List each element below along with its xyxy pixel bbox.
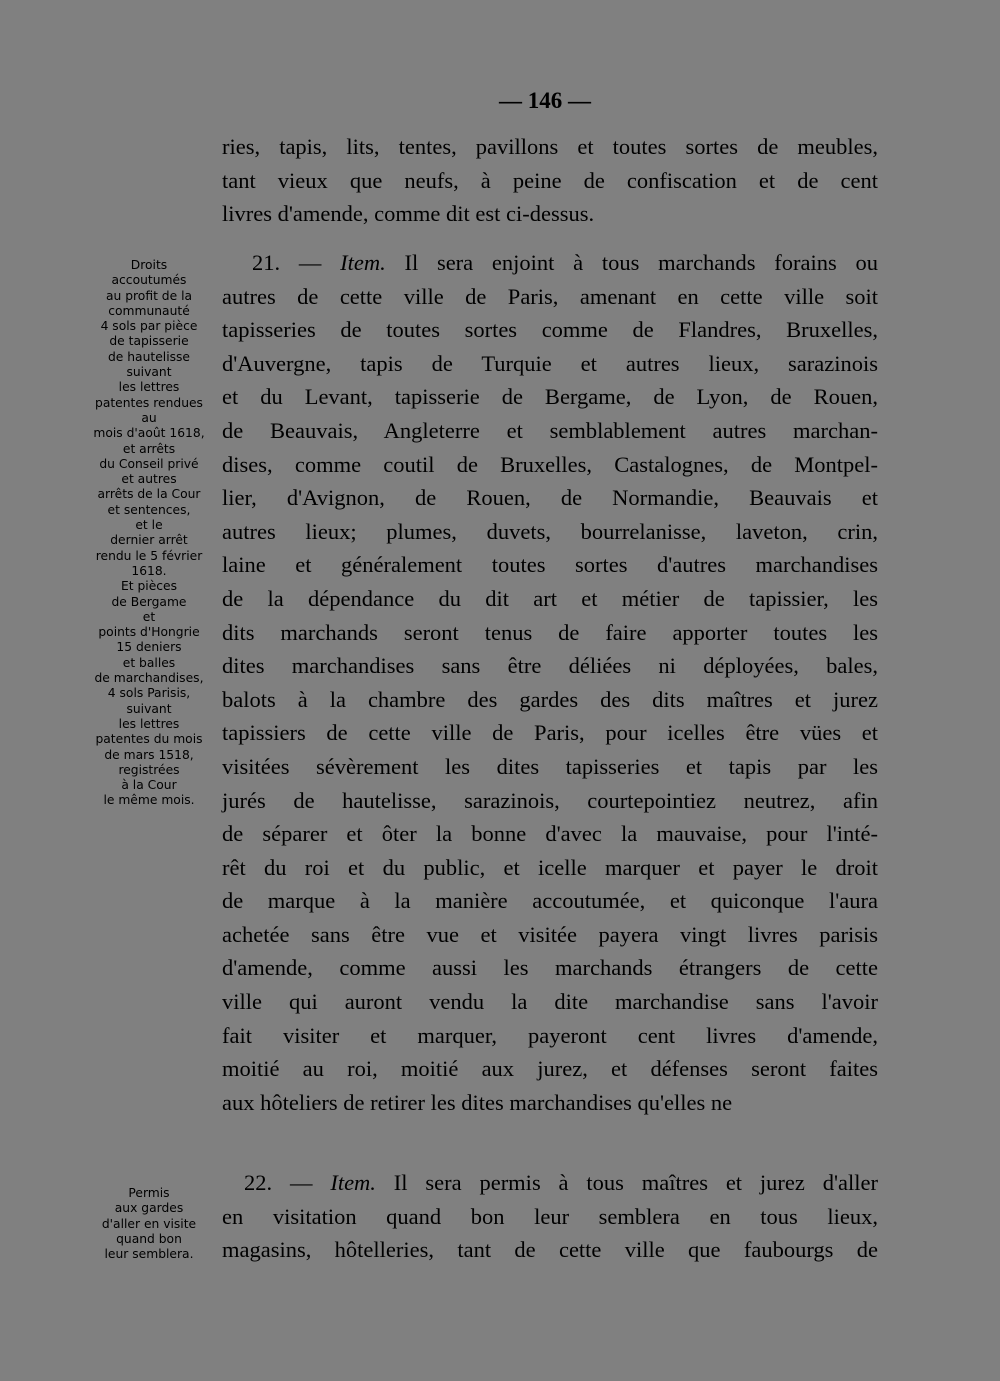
- margin-note-line: de marchandises,: [94, 671, 204, 686]
- item-word: Item.: [340, 250, 386, 275]
- margin-note-line: à la Cour: [121, 778, 177, 793]
- text-line: lier, d'Avignon, de Rouen, de Normandie, Beauvais et: [222, 485, 878, 511]
- margin-note-line: au: [141, 410, 157, 425]
- margin-note-line: et arrêts: [122, 441, 176, 456]
- margin-note-line: les lettres: [118, 380, 180, 395]
- text-line: Il sera permis à tous maîtres et jurez d'aller: [375, 1170, 878, 1195]
- margin-note-line: Et pièces: [120, 579, 178, 594]
- text-line: tapissiers de cette ville de Paris, pour icelles être vües et: [222, 720, 878, 746]
- margin-note-line: de mars 1518,: [104, 747, 194, 762]
- article-number: 22. —: [244, 1170, 331, 1195]
- text-line: en visitation quand bon leur semblera en tous lieux,: [222, 1203, 878, 1229]
- margin-note-line: points d'Hongrie: [98, 625, 200, 640]
- article-number: 21. —: [252, 250, 341, 275]
- text-line: autres de cette ville de Paris, amenant en cette ville soit: [222, 283, 878, 309]
- margin-note-line: rendu le 5 février: [95, 548, 203, 563]
- article-heading-line: [222, 1166, 878, 1200]
- margin-note-line: communauté: [108, 303, 190, 318]
- margin-note-line: suivant: [126, 365, 172, 380]
- margin-note-line: et sentences,: [107, 502, 191, 517]
- text-line: laine et généralement toutes sortes d'autres marchandises: [222, 552, 878, 578]
- margin-note-line: quand bon: [116, 1231, 182, 1246]
- text-line: de marque à la manière accoutumée, et quiconque l'aura: [222, 888, 878, 914]
- margin-note-line: 1618.: [131, 563, 167, 578]
- margin-note-line: du Conseil privé: [99, 456, 199, 471]
- text-line: dits marchands seront tenus de faire apporter toutes les: [222, 619, 878, 645]
- text-line: achetée sans être vue et visitée payera vingt livres parisis: [222, 921, 878, 947]
- margin-note-line: arrêts de la Cour: [97, 487, 201, 502]
- text-line: d'amende, comme aussi les marchands étrangers de cette: [222, 955, 878, 981]
- margin-note-line: le même mois.: [103, 793, 195, 808]
- article-heading-line: [222, 246, 878, 280]
- text-line: Il sera enjoint à tous marchands forains ou: [385, 250, 879, 275]
- margin-note-permis: [74, 1186, 224, 1262]
- text-line: balots à la chambre des gardes des dits maîtres et jurez: [222, 686, 878, 712]
- margin-note-line: aux gardes: [114, 1201, 184, 1216]
- margin-note-line: 4 sols par pièce: [100, 319, 198, 334]
- margin-note-line: et autres: [121, 472, 177, 487]
- page-number: — 146 —: [499, 88, 591, 113]
- margin-note-line: et: [142, 609, 156, 624]
- article-22: [222, 1166, 878, 1267]
- text-line: livres d'amende, comme dit est ci-dessus.: [222, 201, 595, 227]
- margin-note-line: et balles: [122, 655, 176, 670]
- margin-note-line: dernier arrêt: [110, 533, 188, 548]
- margin-note-line: suivant: [126, 701, 172, 716]
- text-line: fait visiter et marquer, payeront cent livres d'amende,: [222, 1022, 878, 1048]
- text-line: visitées sévèrement les dites tapisseries et tapis par les: [222, 753, 878, 779]
- margin-note-line: Droits: [130, 258, 168, 272]
- margin-note-line: au profit de la: [105, 288, 193, 303]
- text-line: magasins, hôtelleries, tant de cette ville que faubourgs de: [222, 1237, 878, 1263]
- margin-note-line: patentes du mois: [95, 732, 203, 747]
- margin-note-line: d'aller en visite: [101, 1216, 197, 1231]
- item-word: Item.: [330, 1170, 376, 1195]
- text-line: d'Auvergne, tapis de Turquie et autres lieux, sarazinois: [222, 350, 878, 376]
- text-line: tapisseries de toutes sortes comme de Flandres, Bruxelles,: [222, 317, 878, 343]
- text-line: de la dépendance du dit art et métier de tapissier, les: [222, 585, 878, 611]
- paragraph-continuation: [222, 130, 878, 231]
- text-line: rêt du roi et du public, et icelle marquer et payer le droit: [222, 854, 878, 880]
- margin-note-line: Permis: [128, 1186, 170, 1200]
- text-line: aux hôteliers de retirer les dites marchandises qu'elles ne: [222, 1089, 733, 1115]
- text-line: dises, comme coutil de Bruxelles, Castalognes, de Montpel-: [222, 451, 878, 477]
- text-line: ries, tapis, lits, tentes, pavillons et toutes sortes de meubles,: [222, 134, 878, 159]
- margin-note-line: 4 sols Parisis,: [107, 686, 191, 701]
- text-line: de séparer et ôter la bonne d'avec la mauvaise, pour l'inté-: [222, 821, 878, 847]
- text-line: de Beauvais, Angleterre et semblablement autres marchan-: [222, 417, 878, 443]
- text-line: moitié au roi, moitié aux jurez, et défenses seront faites: [222, 1056, 878, 1082]
- text-line: autres lieux; plumes, duvets, bourrelanisse, laveton, crin,: [222, 518, 878, 544]
- text-line: tant vieux que neufs, à peine de confiscation et de cent: [222, 167, 878, 193]
- text-line: ville qui auront vendu la dite marchandise sans l'avoir: [222, 989, 878, 1015]
- margin-note-line: de tapisserie: [109, 334, 189, 349]
- text-line: jurés de hautelisse, sarazinois, courtepointiez neutrez, afin: [222, 787, 878, 813]
- margin-note-line: mois d'août 1618,: [93, 426, 205, 441]
- margin-note-line: de Bergame: [111, 594, 187, 609]
- margin-note-line: 15 deniers: [116, 640, 182, 655]
- text-line: dites marchandises sans être déliées ni déployées, bales,: [222, 653, 878, 679]
- margin-note-line: registrées: [118, 762, 180, 777]
- margin-note-line: et le: [135, 518, 163, 533]
- margin-note-line: les lettres: [118, 716, 180, 731]
- text-line: et du Levant, tapisserie de Bergame, de Lyon, de Rouen,: [222, 384, 878, 410]
- article-21: [222, 246, 878, 1119]
- margin-note-line: de hautelisse: [107, 349, 190, 364]
- margin-note-droits: [74, 258, 224, 809]
- margin-note-line: accoutumés: [111, 273, 187, 288]
- margin-note-line: patentes rendues: [95, 395, 203, 410]
- margin-note-line: leur semblera.: [104, 1247, 194, 1262]
